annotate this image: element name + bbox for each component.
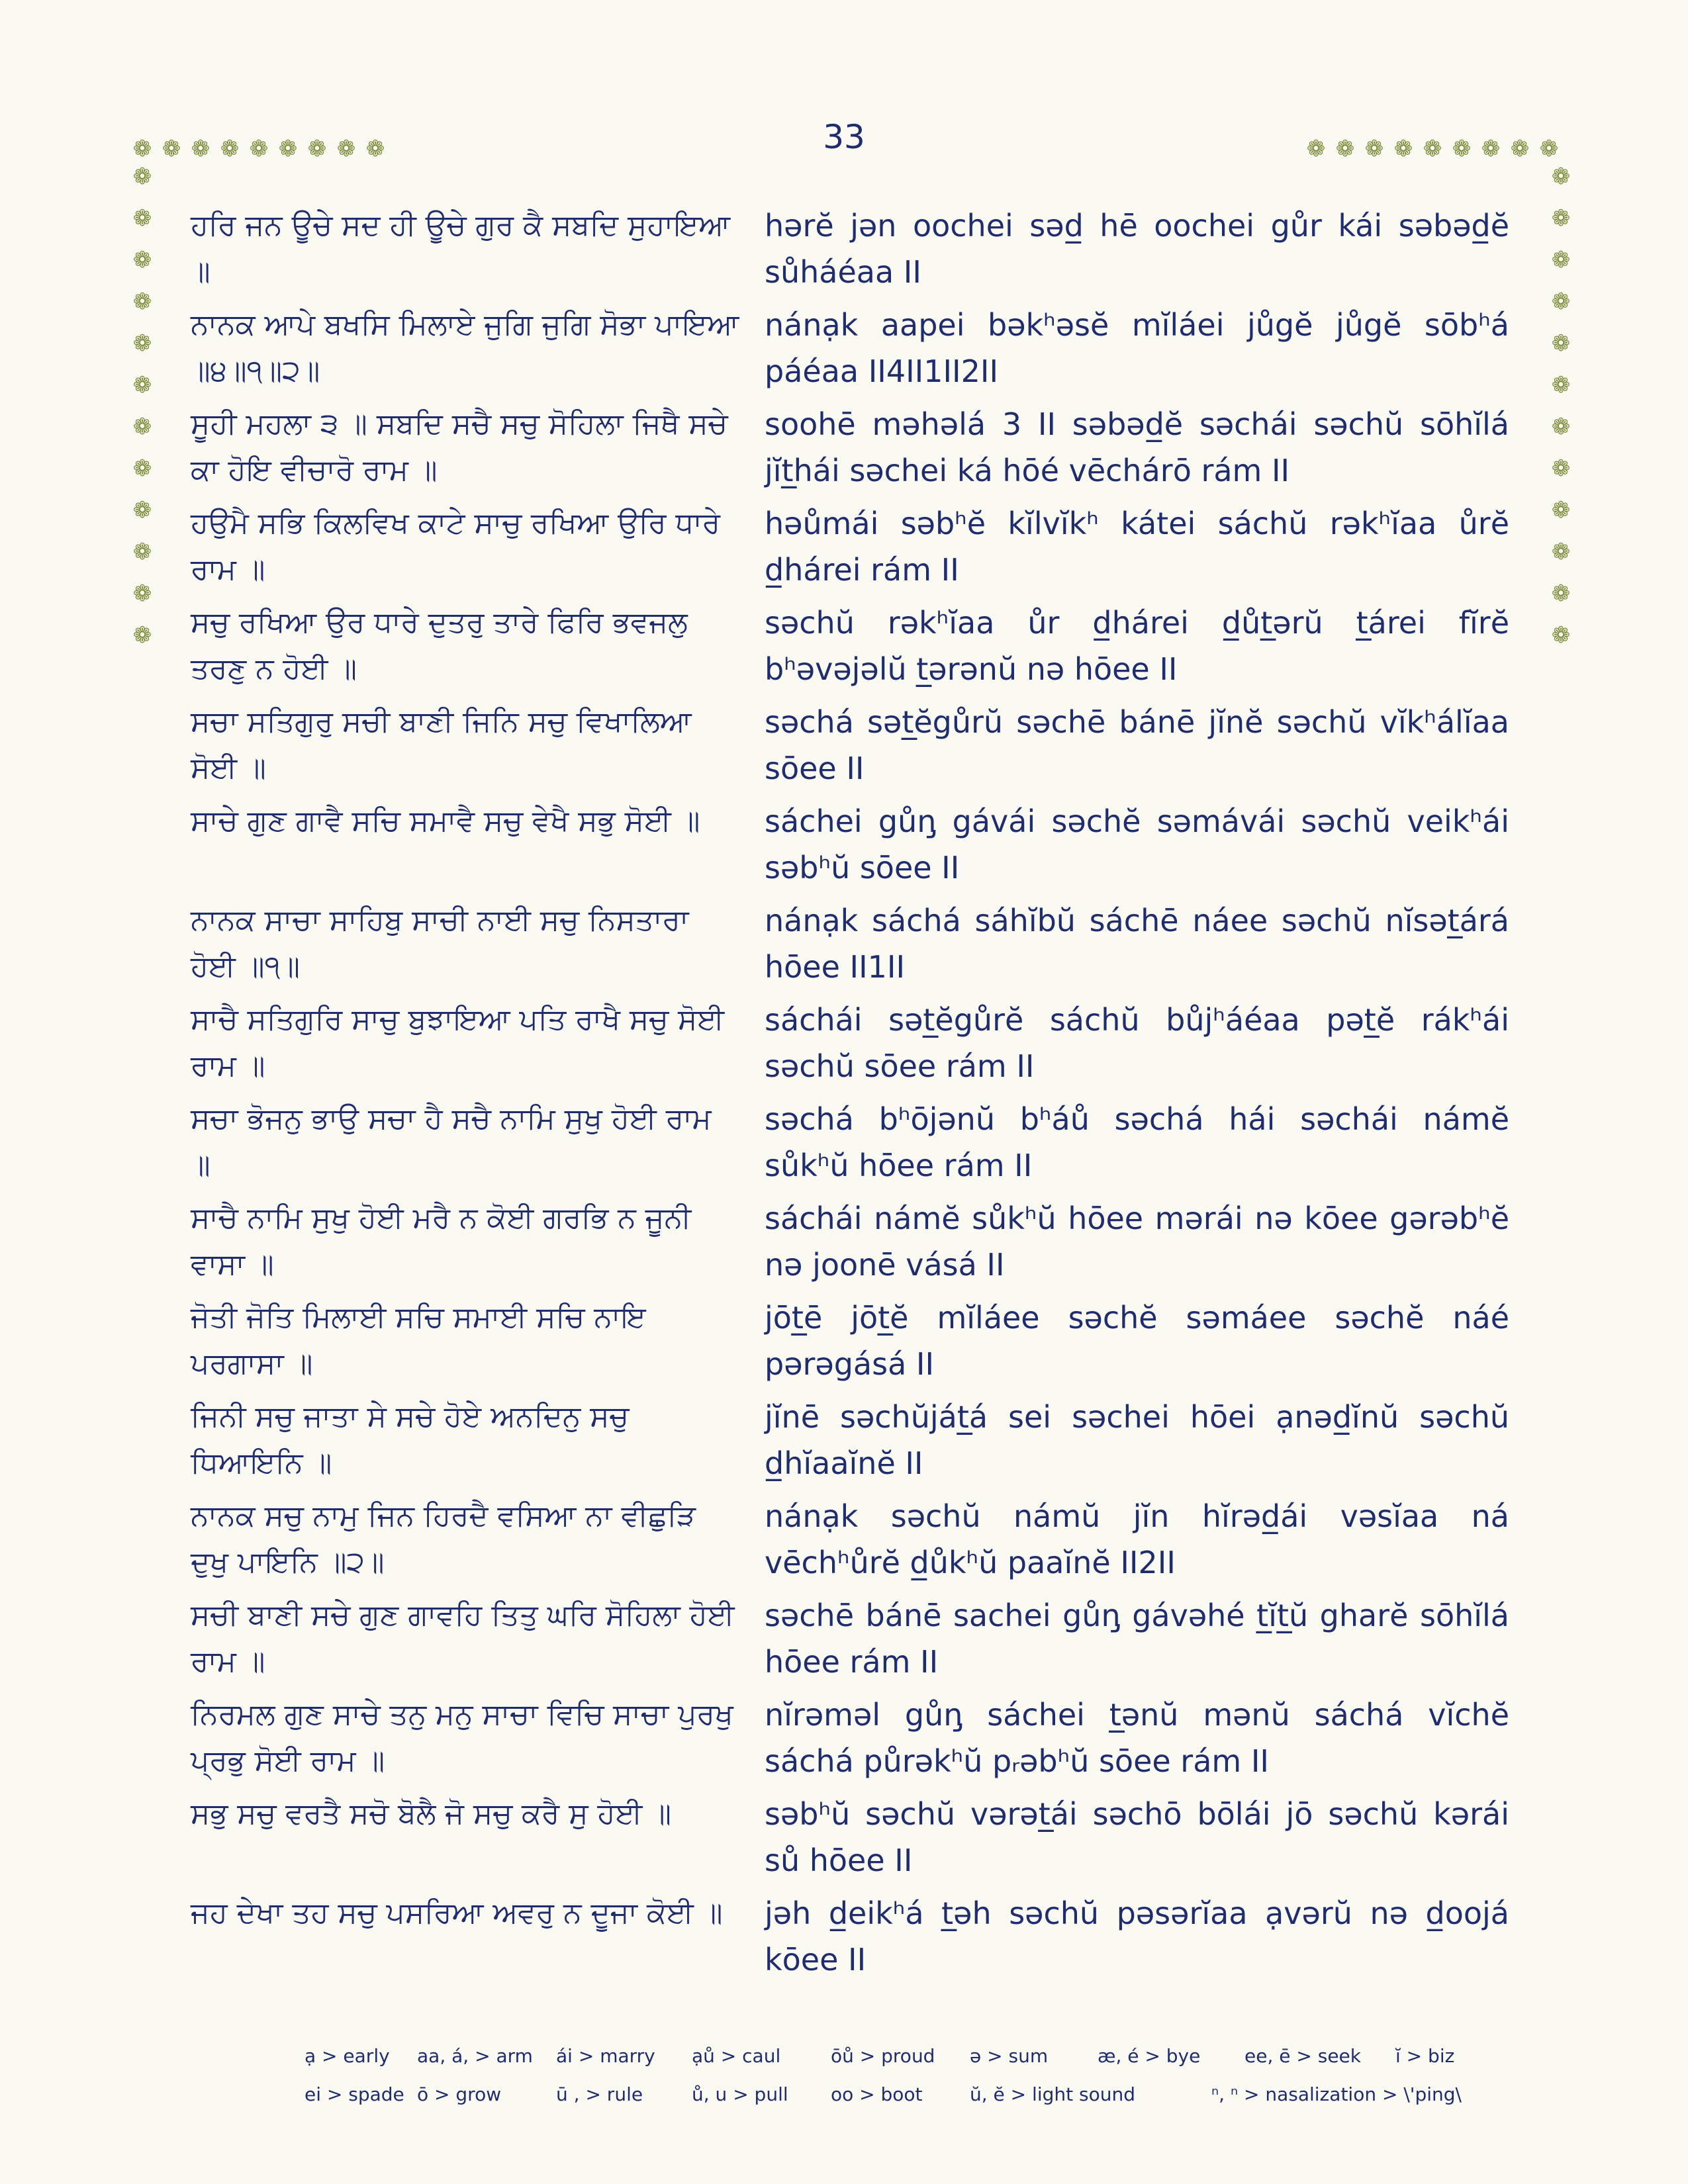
gurmukhi-text: ਜਹ ਦੇਖਾ ਤਹ ਸਚੁ ਪਸਰਿਆ ਅਵਰੁ ਨ ਦੂਜਾ ਕੋਈ ॥ xyxy=(191,1896,723,1930)
gurmukhi-text: ਨਾਨਕ ਸਚੁ ਨਾਮੁ ਜਿਨ ਹਿਰਦੈ ਵਸਿਆ ਨਾ ਵੀਛੁੜਿ ਦੁਖੁ ਪਾਇਨਿ ॥੨॥ xyxy=(191,1499,696,1579)
flower-icon: ❁ xyxy=(132,455,152,482)
flower-icon: ❁ xyxy=(220,136,240,162)
flower-icon: ❁ xyxy=(1551,414,1571,440)
gurmukhi-text: ਸਚਾ ਭੋਜਨੁ ਭਾਉ ਸਚਾ ਹੈ ਸਚੈ ਨਾਮਿ ਸੁਖੁ ਹੋਈ ਰਾਮ ॥ xyxy=(191,1102,712,1182)
flower-icon: ❁ xyxy=(1551,289,1571,315)
flower-icon: ❁ xyxy=(1539,136,1559,162)
transliteration-text: nánạk səchŭ námŭ jĭn hĭrəd̲ái vəsĭaa ná vēchʰůrĕ d̲ůkʰŭ paaĭnĕ II2II xyxy=(765,1498,1509,1580)
flower-icon: ❁ xyxy=(132,247,152,273)
gurmukhi-text: ਨਾਨਕ ਸਾਚਾ ਸਾਹਿਬੁ ਸਾਚੀ ਨਾਈ ਸਚੁ ਨਿਸਤਾਰਾ ਹੋਈ ॥੧॥ xyxy=(191,903,689,983)
gurmukhi-text: ਨਿਰਮਲ ਗੁਣ ਸਾਚੇ ਤਨੁ ਮਨੁ ਸਾਚਾ ਵਿਚਿ ਸਾਚਾ ਪੁਰਖੁ ਪ੍ਰਭੁ ਸੋਈ ਰਾਮ ॥ xyxy=(191,1698,733,1778)
flower-icon: ❁ xyxy=(1393,136,1413,162)
flower-icon: ❁ xyxy=(365,136,385,162)
gurmukhi-text: ਸਚੀ ਬਾਣੀ ਸਚੇ ਗੁਣ ਗਾਵਹਿ ਤਿਤੁ ਘਰਿ ਸੋਹਿਲਾ ਹੋਈ ਰਾਮ ॥ xyxy=(191,1598,735,1678)
transliteration-text: sáchái námĕ sůkʰŭ hōee mərái nə kōee gərəbʰĕ nə joonē vásá II xyxy=(765,1201,1509,1283)
flower-icon: ❁ xyxy=(132,580,152,607)
legend-item: ōů > proud xyxy=(831,2045,935,2067)
gurmukhi-text: ਸਚਾ ਸਤਿਗੁਰੁ ਸਚੀ ਬਾਣੀ ਜਿਨਿ ਸਚੁ ਵਿਖਾਲਿਆ ਸੋਈ ॥ xyxy=(191,705,692,785)
transliteration-text: jəh d̲eikʰá t̲əh səchŭ pəsərĭaa ạvərŭ nə d̲oojá kōee II xyxy=(765,1895,1509,1978)
flower-icon: ❁ xyxy=(1551,247,1571,273)
transliteration-text: səbʰŭ səchŭ vərət̲ái səchō bōlái jō səchŭ kərái sů hōee II xyxy=(765,1796,1509,1878)
flower-icon: ❁ xyxy=(1364,136,1384,162)
flower-icon: ❁ xyxy=(336,136,356,162)
flower-icon: ❁ xyxy=(1551,372,1571,398)
flower-icon: ❁ xyxy=(249,136,269,162)
transliteration-text: jōt̲ē jōt̲ĕ mĭláee səchĕ səmáee səchĕ náé pərəgásá II xyxy=(765,1300,1509,1382)
gurmukhi-text: ਹਉਮੈ ਸਭਿ ਕਿਲਵਿਖ ਕਾਟੇ ਸਾਚੁ ਰਖਿਆ ਉਰਿ ਧਾਰੇ ਰਾਮ ॥ xyxy=(191,506,721,586)
legend-item: ō > grow xyxy=(417,2083,502,2105)
flower-icon: ❁ xyxy=(307,136,327,162)
flower-icon: ❁ xyxy=(278,136,298,162)
legend-item: aa, á, > arm xyxy=(417,2045,533,2067)
flower-icon: ❁ xyxy=(132,622,152,649)
flower-icon: ❁ xyxy=(1551,539,1571,565)
legend-item: ĭ > biz xyxy=(1395,2045,1455,2067)
flower-icon: ❁ xyxy=(1551,205,1571,232)
transliteration-text: nánạk aapei bəkʰəsĕ mĭláei jůgĕ jůgĕ sōbʰá páéaa II4II1II2II xyxy=(765,307,1509,389)
legend-item: ee, ē > seek xyxy=(1244,2045,1361,2067)
legend-item: ū , > rule xyxy=(556,2083,643,2105)
flower-icon: ❁ xyxy=(132,372,152,398)
transliteration-text: səchŭ rəkʰĭaa ůr d̲hárei d̲ůt̲ərŭ t̲árei fĭrĕ bʰəvəjəlŭ t̲ərənŭ nə hōee II xyxy=(765,605,1509,687)
flower-icon: ❁ xyxy=(132,330,152,357)
legend-item: ŭ, ĕ > light sound xyxy=(970,2083,1135,2105)
flower-icon: ❁ xyxy=(132,136,152,162)
transliteration-text: jĭnē səchŭját̲á sei səchei hōei ạnəd̲ĭnŭ səchŭ d̲hĭaaĭnĕ II xyxy=(765,1399,1509,1481)
transliteration-text: səchá sət̲ĕgůrŭ səchē bánē jĭnĕ səchŭ vĭkʰálĭaa sōee II xyxy=(765,704,1509,786)
flower-icon: ❁ xyxy=(1306,136,1326,162)
transliteration-text: nĭrəməl gůn̡ sáchei t̲ənŭ mənŭ sáchá vĭchĕ sáchá půrəkʰŭ pᵣəbʰŭ sōee rám II xyxy=(765,1697,1509,1779)
flower-icon: ❁ xyxy=(1452,136,1472,162)
legend-item: ⁿ, ⁿ > nasalization > \'ping\ xyxy=(1211,2083,1462,2105)
legend-item: oo > boot xyxy=(831,2083,923,2105)
transliteration-text: səchē bánē sachei gůn̡ gávəhé t̲ĭt̲ŭ gharĕ sōhĭlá hōee rám II xyxy=(765,1598,1509,1680)
flower-icon: ❁ xyxy=(132,497,152,523)
flower-icon: ❁ xyxy=(191,136,211,162)
flower-icon: ❁ xyxy=(1481,136,1501,162)
gurmukhi-text: ਸਾਚੈ ਨਾਮਿ ਸੁਖੁ ਹੋਈ ਮਰੈ ਨ ਕੋਈ ਗਰਭਿ ਨ ਜੂਨੀ ਵਾਸਾ ॥ xyxy=(191,1201,692,1281)
gurmukhi-text: ਨਾਨਕ ਆਪੇ ਬਖਸਿ ਮਿਲਾਏ ਜੁਗਿ ਜੁਗਿ ਸੋਭਾ ਪਾਇਆ ॥੪॥੧॥੨॥ xyxy=(191,308,739,388)
gurmukhi-text: ਸੂਹੀ ਮਹਲਾ ੩ ॥ ਸਬਦਿ ਸਚੈ ਸਚੁ ਸੋਹਿਲਾ ਜਿਥੈ ਸਚੇ ਕਾ ਹੋਇ ਵੀਚਾਰੋ ਰਾਮ ॥ xyxy=(191,407,728,487)
gurmukhi-text: ਸਾਚੈ ਸਤਿਗੁਰਿ ਸਾਚੁ ਬੁਝਾਇਆ ਪਤਿ ਰਾਖੈ ਸਚੁ ਸੋਈ ਰਾਮ ॥ xyxy=(191,1003,725,1083)
flower-icon: ❁ xyxy=(1551,580,1571,607)
gurmukhi-text: ਹਰਿ ਜਨ ਊਚੇ ਸਦ ਹੀ ਊਚੇ ਗੁਰ ਕੈ ਸਬਦਿ ਸੁਹਾਇਆ ॥ xyxy=(191,208,731,289)
flower-icon: ❁ xyxy=(1510,136,1530,162)
transliteration-text: hərĕ jən oochei səd̲ hē oochei gůr kái səbəd̲ĕ sůháéaa II xyxy=(765,208,1509,290)
flower-icon: ❁ xyxy=(132,414,152,440)
flower-icon: ❁ xyxy=(162,136,181,162)
transliteration-text: sáchei gůn̡ gávái səchĕ səmávái səchŭ veikʰái səbʰŭ sōee II xyxy=(765,803,1509,886)
legend-item: ái > marry xyxy=(556,2045,655,2067)
transliteration-text: səchá bʰōjənŭ bʰáů səchá hái səchái námĕ sůkʰŭ hōee rám II xyxy=(765,1101,1509,1183)
legend-item: ů, u > pull xyxy=(692,2083,788,2105)
legend-item: ạů > caul xyxy=(692,2045,781,2067)
flower-icon: ❁ xyxy=(1551,622,1571,649)
legend-item: æ, é > bye xyxy=(1098,2045,1201,2067)
gurmukhi-text: ਸਾਚੇ ਗੁਣ ਗਾਵੈ ਸਚਿ ਸਮਾਵੈ ਸਚੁ ਵੇਖੈ ਸਭੁ ਸੋਈ ॥ xyxy=(191,804,700,838)
flower-icon: ❁ xyxy=(1423,136,1442,162)
flower-icon: ❁ xyxy=(1551,455,1571,482)
flower-icon: ❁ xyxy=(132,539,152,565)
transliteration-text: həůmái səbʰĕ kĭlvĭkʰ kátei sáchŭ rəkʰĭaa ůrĕ d̲hárei rám II xyxy=(765,506,1509,588)
page-number: 33 xyxy=(823,118,865,156)
legend-item: ə > sum xyxy=(970,2045,1049,2067)
gurmukhi-text: ਜਿਨੀ ਸਚੁ ਜਾਤਾ ਸੇ ਸਚੇ ਹੋਏ ਅਨਦਿਨੁ ਸਚੁ ਧਿਆਇਨਿ ॥ xyxy=(191,1400,630,1480)
flower-icon: ❁ xyxy=(132,205,152,232)
gurmukhi-text: ਜੋਤੀ ਜੋਤਿ ਮਿਲਾਈ ਸਚਿ ਸਮਾਈ ਸਚਿ ਨਾਇ ਪਰਗਾਸਾ ॥ xyxy=(191,1300,646,1381)
flower-icon: ❁ xyxy=(1551,330,1571,357)
flower-icon: ❁ xyxy=(132,289,152,315)
flower-icon: ❁ xyxy=(1335,136,1355,162)
flower-icon: ❁ xyxy=(1551,163,1571,190)
flower-icon: ❁ xyxy=(1551,497,1571,523)
transliteration-text: sáchái sət̲ĕgůrĕ sáchŭ bůjʰáéaa pət̲ĕ rákʰái səchŭ sōee rám II xyxy=(765,1002,1509,1084)
legend-item: ạ > early xyxy=(305,2045,390,2067)
gurmukhi-text: ਸਭੁ ਸਚੁ ਵਰਤੈ ਸਚੋ ਬੋਲੈ ਜੋ ਸਚੁ ਕਰੈ ਸੁ ਹੋਈ ॥ xyxy=(191,1797,672,1831)
transliteration-text: soohē məhəlá 3 II səbəd̲ĕ səchái səchŭ sōhĭlá jĭt̲hái səchei ká hōé vēchárō rám II xyxy=(765,406,1509,488)
legend-item: ei > spade xyxy=(305,2083,404,2105)
gurmukhi-text: ਸਚੁ ਰਖਿਆ ਉਰ ਧਾਰੇ ਦੁਤਰੁ ਤਾਰੇ ਫਿਰਿ ਭਵਜਲੁ ਤਰਣੁ ਨ ਹੋਈ ॥ xyxy=(191,606,688,686)
flower-icon: ❁ xyxy=(132,163,152,190)
transliteration-text: nánạk sáchá sáhĭbŭ sáchē náee səchŭ nĭsət̲árá hōee II1II xyxy=(765,903,1509,985)
